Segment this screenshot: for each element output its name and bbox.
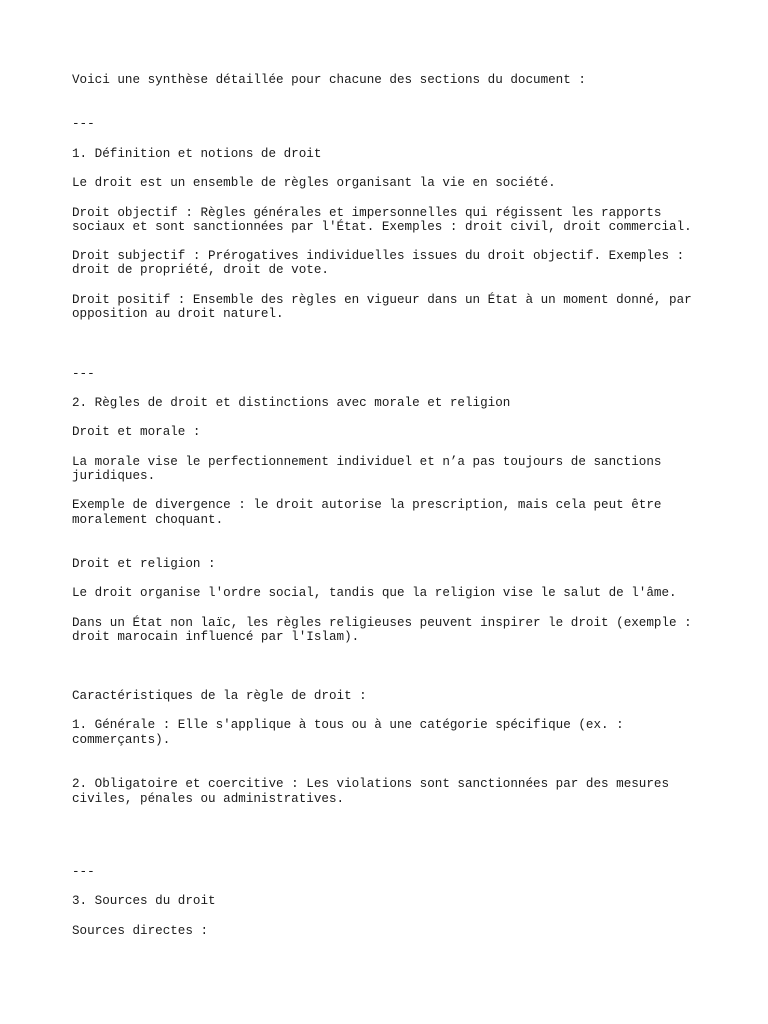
list-item-generale-line-1: 1. Générale : Elle s'applique à tous ou à une catégorie spécifique (ex. : bbox=[72, 718, 624, 732]
paragraph-religion-2-line-1: Dans un État non laïc, les règles religieuses peuvent inspirer le droit (exemple : bbox=[72, 616, 692, 630]
separator: --- bbox=[72, 865, 95, 879]
list-item-generale-line-2: commerçants). bbox=[72, 733, 171, 747]
paragraph-droit-positif-line-1: Droit positif : Ensemble des règles en vigueur dans un État à un moment donné, par bbox=[72, 293, 692, 307]
separator: --- bbox=[72, 117, 95, 131]
section-3-title: 3. Sources du droit bbox=[72, 894, 216, 908]
paragraph-religion-1: Le droit organise l'ordre social, tandis que la religion vise le salut de l'âme. bbox=[72, 586, 677, 600]
paragraph-religion-2-line-2: droit marocain influencé par l'Islam). bbox=[72, 630, 360, 644]
paragraph-divergence-line-1: Exemple de divergence : le droit autorise la prescription, mais cela peut être bbox=[72, 498, 662, 512]
paragraph-droit-definition: Le droit est un ensemble de règles organisant la vie en société. bbox=[72, 176, 556, 190]
paragraph-divergence-line-2: moralement choquant. bbox=[72, 513, 224, 527]
paragraph-droit-positif-line-2: opposition au droit naturel. bbox=[72, 307, 284, 321]
subheading-sources-directes: Sources directes : bbox=[72, 924, 209, 938]
paragraph-droit-objectif-line-2: sociaux et sont sanctionnées par l'État. Exemples : droit civil, droit commercial. bbox=[72, 220, 692, 234]
list-item-obligatoire-line-2: civiles, pénales ou administratives. bbox=[72, 792, 345, 806]
paragraph-droit-subjectif-line-2: droit de propriété, droit de vote. bbox=[72, 263, 329, 277]
list-item-obligatoire-line-1: 2. Obligatoire et coercitive : Les violations sont sanctionnées par des mesures bbox=[72, 777, 670, 791]
section-2-title: 2. Règles de droit et distinctions avec morale et religion bbox=[72, 396, 511, 410]
separator: --- bbox=[72, 367, 95, 381]
subheading-droit-morale: Droit et morale : bbox=[72, 425, 201, 439]
subheading-droit-religion: Droit et religion : bbox=[72, 557, 216, 571]
intro-text: Voici une synthèse détaillée pour chacune des sections du document : bbox=[72, 73, 586, 87]
paragraph-droit-objectif-line-1: Droit objectif : Règles générales et impersonnelles qui régissent les rapports bbox=[72, 206, 662, 220]
subheading-caracteristiques: Caractéristiques de la règle de droit : bbox=[72, 689, 367, 703]
paragraph-morale-line-2: juridiques. bbox=[72, 469, 156, 483]
section-1-title: 1. Définition et notions de droit bbox=[72, 147, 322, 161]
paragraph-droit-subjectif-line-1: Droit subjectif : Prérogatives individuelles issues du droit objectif. Exemples : bbox=[72, 249, 685, 263]
paragraph-morale-line-1: La morale vise le perfectionnement individuel et n’a pas toujours de sanctions bbox=[72, 455, 662, 469]
